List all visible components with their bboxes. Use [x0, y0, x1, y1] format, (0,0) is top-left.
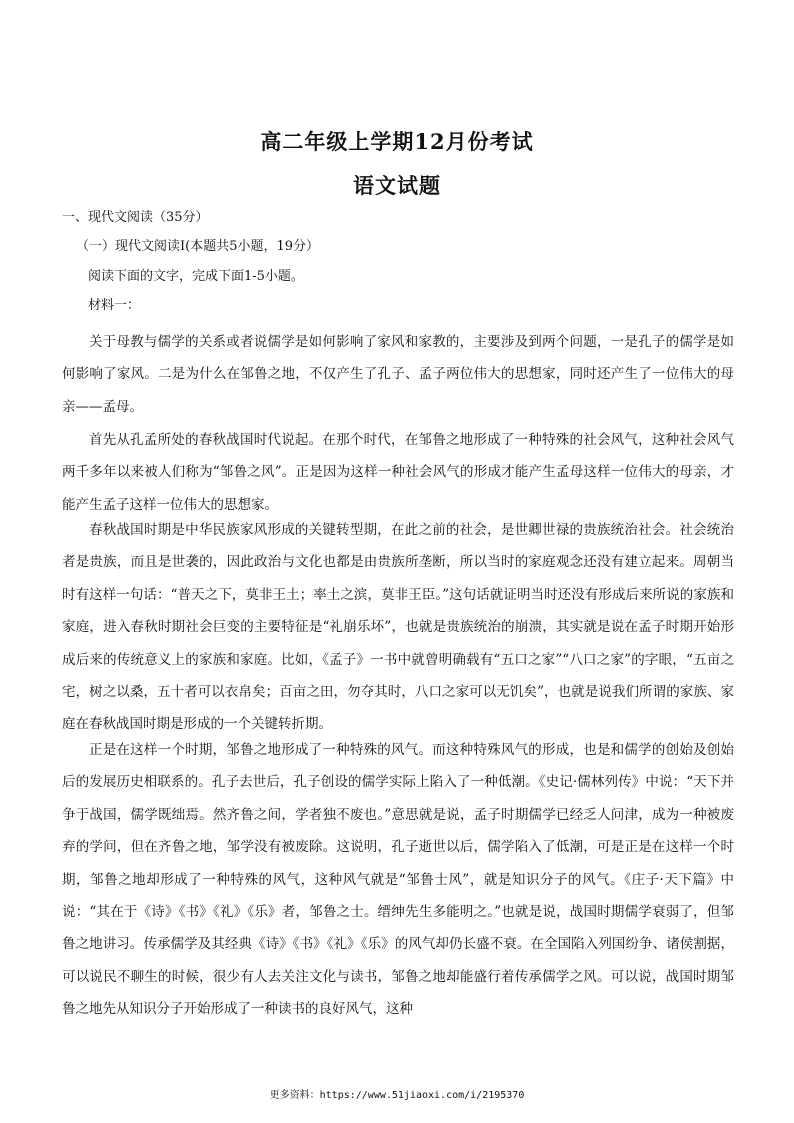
paragraph: 关于母教与儒学的关系或者说儒学是如何影响了家风和家教的，主要涉及到两个问题，一是孔子的儒学是如何影响了家风。二是为什么在邹鲁之地，不仅产生了孔子、孟子两位伟大的思想家，同时还产生了一位伟大的母亲——孟母。: [62, 334, 734, 415]
paragraph: 首先从孔孟所处的春秋战国时代说起。在那个时代，在邹鲁之地形成了一种特殊的社会风气，这种社会风气两千多年以来被人们称为“邹鲁之风”。正是因为这样一种社会风气的形成才能产生孟母这样一位伟大的母亲，才能产生孟子这样一位伟大的思想家。: [62, 432, 734, 513]
footer-link-text: 更多资料：https://www.51jiaoxi.com/i/2195370: [269, 1090, 525, 1101]
paragraph: 春秋战国时期是中华民族家风形成的关键转型期，在此之前的社会，是世卿世禄的贵族统治社会。社会统治者是贵族，而且是世袭的，因此政治与文化也都是由贵族所垄断，所以当时的家庭观念还没有建立起来。周朝当时有这样一句话：“普天之下，莫非王土；率土之滨，莫非王臣。”这句话就证明当时还没有形成后来所说的家族和家庭，进入春秋时期社会巨变的主要特征是“礼崩乐坏”，也就是贵族统治的崩溃，其实就是说在孟子时期开始形成后来的传统意义上的家族和家庭。比如，《孟子》一书中就曾明确载有“五口之家”“八口之家”的字眼，“五亩之宅，树之以桑，五十者可以衣帛矣；百亩之田，勿夺其时，八口之家可以无饥矣”，也就是说我们所谓的家族、家庭在春秋战国时期是形成的一个关键转折期。: [62, 522, 734, 733]
subsection-heading: （一）现代文阅读Ⅰ(本题共5小题，19分）: [76, 239, 320, 254]
section-heading: 一、现代文阅读（35分）: [62, 210, 209, 225]
paragraph: 正是在这样一个时期，邹鲁之地形成了一种特殊的风气。而这种特殊风气的形成，也是和儒学的创始及创始后的发展历史相联系的。孔子去世后，孔子创设的儒学实际上陷入了一种低潮。《史记·儒林列传》中说：“天下并争于战国，儒学既绌焉。然齐鲁之间，学者独不废也。”意思就是说，孟子时期儒学已经乏人问津，成为一种被废弃的学问，但在齐鲁之地，邹学没有被废除。这说明，孔子逝世以后，儒学陷入了低潮，可是正是在这样一个时期，邹鲁之地却形成了一种特殊的风气，这种风气就是“邹鲁士风”，就是知识分子的风气。《庄子·天下篇》中说：“其在于《诗》《书》《礼》《乐》者，邹鲁之士。缙绅先生多能明之。”也就是说，战国时期儒学衰弱了，但邹鲁之地讲习。传承儒学及其经典《诗》《书》《礼》《乐》的风气却仍长盛不衰。在全国陷入列国纷争、诸侯割据，可以说民不聊生的时候，很少有人去关注文化与读书，邹鲁之地却能盛行着传承儒学之风。可以说，战国时期邹鲁之地先从知识分子开始形成了一种读书的良好风气，这种: [62, 742, 734, 1018]
reading-instruction: 阅读下面的文字，完成下面1-5小题。: [88, 269, 304, 284]
exam-title: 高二年级上学期12月份考试: [260, 129, 534, 154]
exam-subtitle: 语文试题: [353, 173, 441, 198]
material-label: 材料一：: [88, 298, 141, 313]
